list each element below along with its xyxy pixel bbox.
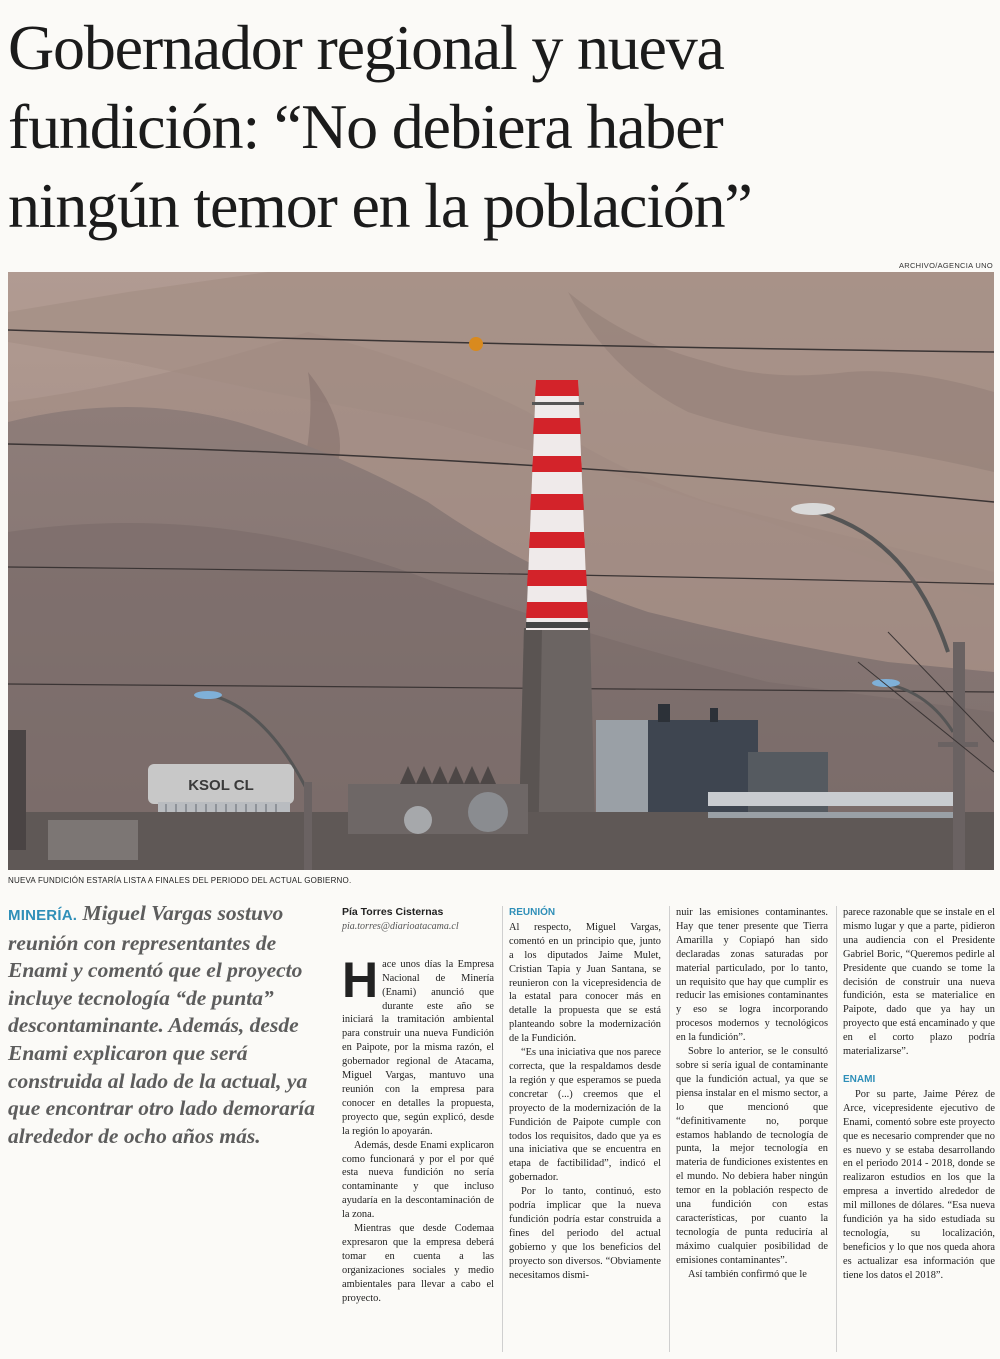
news-photo	[8, 272, 994, 870]
tank-sign: KSOL CL	[188, 777, 254, 794]
paragraph: Además, desde Enami explicaron como funcionará y por el por qué esta nueva fundición no sería contaminante y que incluso ayudaría en la descontaminación de la zona.	[342, 1139, 494, 1221]
photo-credit: ARCHIVO/AGENCIA UNO	[898, 261, 993, 270]
paragraph: Así también confirmó que le	[688, 1268, 807, 1280]
smelter-illustration	[8, 272, 994, 870]
subhead-reunion: REUNIÓN	[509, 907, 556, 918]
lede	[8, 900, 328, 1150]
headline-line-2: fundición: “No debiera haber	[8, 91, 723, 162]
paragraph: “Es una iniciativa que nos parece correcta, que la respaldamos desde la región y que esperamos se pueda concretar (...) creemos que el proyecto de la modernización de la Fundición de Paipote cumple con todos los requisitos, dado que ya es una iniciativa que se encuentra en etapa de factibilidad”, indicó el gobernador.	[509, 1047, 661, 1184]
column-divider	[836, 906, 837, 1352]
paragraph-text: ace unos días la Empresa Nacional de Minería (Enami) anunció que durante este año se iniciará la tramitación ambiental para construir una nueva Fundición en Paipote, por la misma razón, el gobernador regional de Atacama, Miguel Vargas, mantuvo una reunión con la empresa para conocer en detalles la propuesta, proyecto que, según explicó, desde la región lo apoyarán.	[342, 958, 494, 1137]
paragraph: parece razonable que se instale en el mismo lugar y que a parte, pidieron una audiencia con el Presidente Gabriel Boric, “Queremos pedirle al Presidente que cuando se tome la decisión de construir una nueva fundición, esta se materialice en Paipote, dado que ya hay un proyecto que está encaminado y que en el corto plazo podría materializarse”.	[843, 907, 995, 1058]
lede-text: Miguel Vargas sostuvo reunión con representantes de Enami y comentó que el proyecto incluye tecnología “de punta” descontaminante. Además, desde Enami explicaron que será construida al lado de la actual, ya que encontrar otro lado demoraría alrededor de ocho años más.	[8, 901, 315, 1148]
headline-line-3: ningún temor en la población”	[8, 170, 752, 241]
paragraph	[342, 951, 494, 1139]
paragraph: Por lo tanto, continuó, esto podría implicar que la nueva fundición podría estar construida a fines del periodo del actual gobierno y que los beneficios del proyecto son diversos. “Obviamente necesitamos dismi-	[509, 1186, 661, 1281]
column-4	[843, 906, 995, 1283]
author-name: Pía Torres Cisternas	[342, 906, 444, 918]
paragraph: Sobre lo anterior, se le consultó sobre si sería igual de contaminante que la fundición actual, ya que se piensa instalar en el mismo sector, a lo que mencionó que “definitivamente no, porque estamos hablando de tecnología de punta, la mejor tecnología en materia de fundiciones existentes en el mundo. No debiera haber ningún temor en la población respecto de una fundición con estas características, por cuanto la tecnología de punta reduciría al máximo cualquier posibilidad de emisiones contaminantes”.	[676, 1046, 828, 1266]
headline-line-1: Gobernador regional y nueva	[8, 12, 724, 83]
lede-kicker: MINERÍA.	[8, 907, 78, 924]
column-divider	[669, 906, 670, 1352]
column-1	[342, 906, 494, 1305]
column-2	[509, 906, 661, 1282]
paragraph: nuir las emisiones contaminantes. Hay que tener presente que Tierra Amarilla y Copiapó han sido declaradas zonas saturadas por material particulado, por lo tanto, un requisito que hay que cumplir es reducir las emisiones contaminantes y eso se logra incorporando procesos modernos y tecnológicos en la fundición”.	[676, 907, 828, 1044]
column-3	[676, 906, 828, 1281]
headline	[8, 8, 993, 245]
paragraph: Por su parte, Jaime Pérez de Arce, vicepresidente ejecutivo de Enami, comentó sobre este proyecto que es necesario comprender que no es nuevo y se estaba desarrollando en el periodo 2014 - 2018, donde se realizaron estudios en los que la empresa a invertido alrededor de mil millones de dólares. “Esa nueva fundición ya ha sido estudiada su tecnología, su localización, beneficios y lo que nos queda ahora es actualizar esa información que tiene los datos el 2018”.	[843, 1088, 995, 1281]
subhead-enami: ENAMI	[843, 1073, 876, 1085]
drop-cap: H	[342, 951, 379, 1008]
photo-caption: NUEVA FUNDICIÓN ESTARÍA LISTA A FINALES DEL PERIODO DEL ACTUAL GOBIERNO.	[8, 876, 352, 885]
paragraph: Mientras que desde Codemaa expresaron que la empresa deberá tomar en cuenta a las organizaciones sociales y medio ambientales para llevar a cabo el proyecto.	[342, 1223, 494, 1304]
author-email: pia.torres@diarioatacama.cl	[342, 920, 459, 932]
paragraph: Al respecto, Miguel Vargas, comentó en un principio que, junto a los diputados Jaime Mulet, Cristian Tapia y Juan Santana, se reunieron con la vicepresidencia de la estatal para conocer más en detalle la propuesta que se está planteando sobre la modernización de la Fundición.	[509, 921, 661, 1045]
column-divider	[502, 906, 503, 1352]
